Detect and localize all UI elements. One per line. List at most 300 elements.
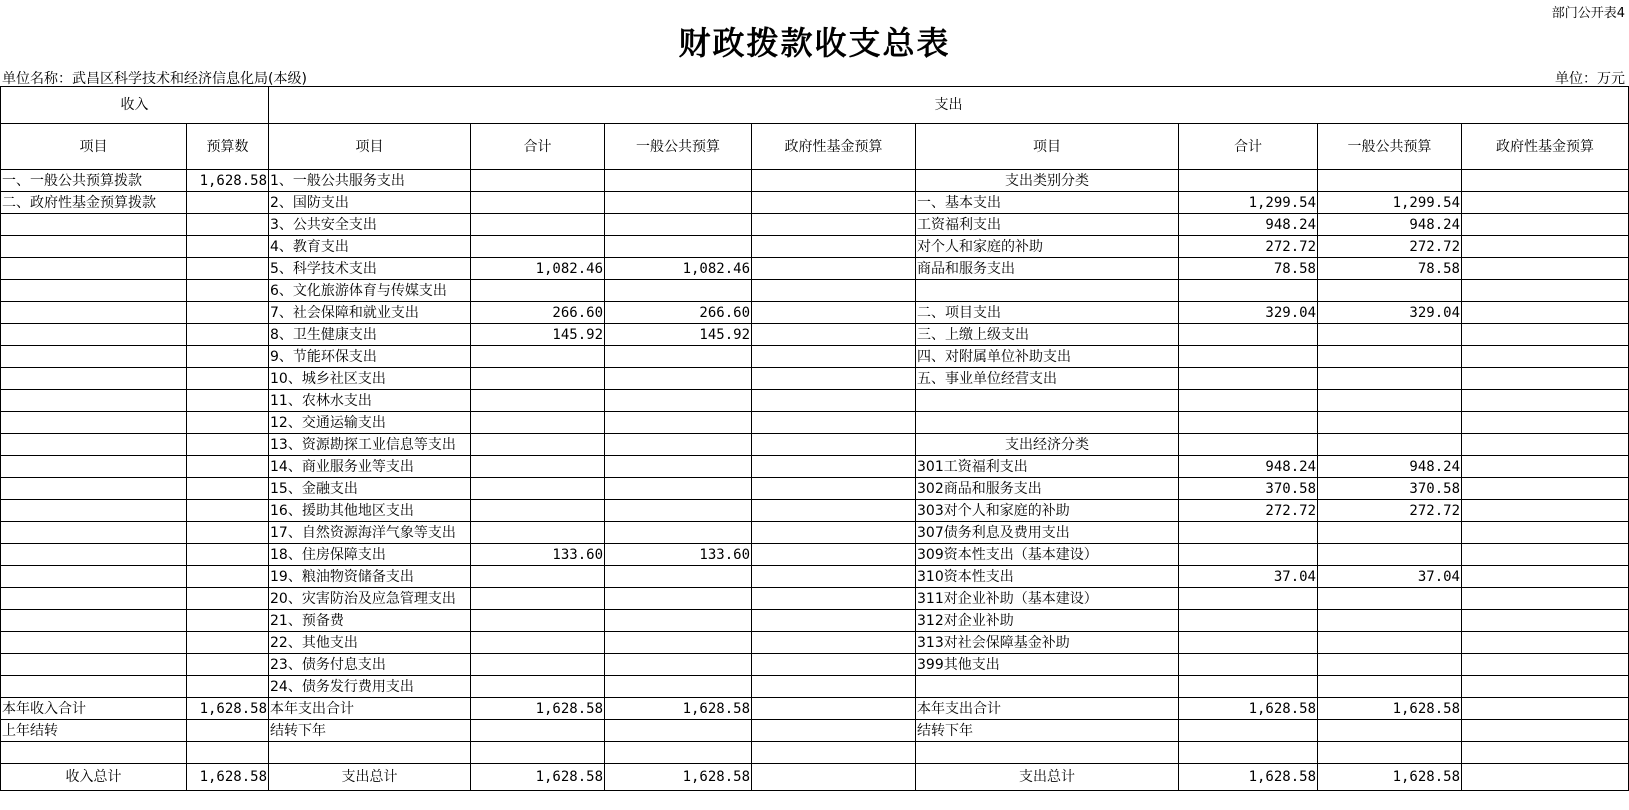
cat-fund (1462, 324, 1629, 346)
func-total (471, 170, 605, 192)
table-row (1, 390, 1629, 412)
func-total (471, 192, 605, 214)
func-general (605, 434, 752, 456)
cat-total (1179, 346, 1318, 368)
income-value (187, 302, 269, 324)
func-fund (752, 368, 916, 390)
cat-total (1179, 720, 1318, 742)
func-total (471, 566, 605, 588)
func-total (471, 632, 605, 654)
cat-total (1179, 544, 1318, 566)
func-item: 21、预备费 (269, 610, 471, 632)
table-row (1, 170, 1629, 192)
table-row (1, 654, 1629, 676)
cat-general (1318, 676, 1462, 698)
cat-total: 948.24 (1179, 456, 1318, 478)
blank-cell (1179, 742, 1318, 764)
func-item: 4、教育支出 (269, 236, 471, 258)
func-item: 11、农林水支出 (269, 390, 471, 412)
cat-total: 1,299.54 (1179, 192, 1318, 214)
func-total (471, 346, 605, 368)
income-value (187, 588, 269, 610)
func-fund (752, 544, 916, 566)
func-general (605, 610, 752, 632)
func-total (471, 610, 605, 632)
func-item: 15、金融支出 (269, 478, 471, 500)
func-total (471, 390, 605, 412)
func-fund (752, 236, 916, 258)
income-item (1, 610, 187, 632)
income-item: 收入总计 (1, 764, 187, 791)
func-fund (752, 324, 916, 346)
blank-row (1, 742, 1629, 764)
table-row (1, 478, 1629, 500)
income-value (187, 324, 269, 346)
func-total: 1,628.58 (471, 764, 605, 791)
cat-item: 支出经济分类 (916, 434, 1179, 456)
func-general (605, 632, 752, 654)
func-general (605, 236, 752, 258)
func-item: 14、商业服务业等支出 (269, 456, 471, 478)
func-fund (752, 434, 916, 456)
func-general (605, 500, 752, 522)
table-row (1, 610, 1629, 632)
income-item: 一、一般公共预算拨款 (1, 170, 187, 192)
income-value (187, 610, 269, 632)
cat-general: 1,628.58 (1318, 764, 1462, 791)
cat-item: 工资福利支出 (916, 214, 1179, 236)
table-row (1, 632, 1629, 654)
cat-item: 支出总计 (916, 764, 1179, 791)
cat-fund (1462, 764, 1629, 791)
income-item: 本年收入合计 (1, 698, 187, 720)
cat-item (916, 280, 1179, 302)
cat-total: 1,628.58 (1179, 698, 1318, 720)
income-item (1, 368, 187, 390)
income-value: 1,628.58 (187, 698, 269, 720)
income-item: 二、政府性基金预算拨款 (1, 192, 187, 214)
table-row (1, 302, 1629, 324)
func-total (471, 214, 605, 236)
income-item (1, 500, 187, 522)
func-item: 22、其他支出 (269, 632, 471, 654)
func-item: 支出总计 (269, 764, 471, 791)
income-item (1, 302, 187, 324)
grand-total-row (1, 764, 1629, 791)
cat-general (1318, 390, 1462, 412)
blank-cell (187, 742, 269, 764)
func-item: 6、文化旅游体育与传媒支出 (269, 280, 471, 302)
cat-fund (1462, 500, 1629, 522)
blank-cell (1318, 742, 1462, 764)
func-general (605, 456, 752, 478)
cat-fund (1462, 236, 1629, 258)
income-item (1, 544, 187, 566)
cat-item: 399其他支出 (916, 654, 1179, 676)
func-total (471, 588, 605, 610)
cat-fund (1462, 720, 1629, 742)
blank-cell (916, 742, 1179, 764)
income-value (187, 566, 269, 588)
cat-general: 329.04 (1318, 302, 1462, 324)
func-fund (752, 412, 916, 434)
func-general (605, 280, 752, 302)
func-fund (752, 566, 916, 588)
unit-label: 单位：万元 (1555, 71, 1625, 87)
func-general (605, 566, 752, 588)
cat-fund (1462, 214, 1629, 236)
income-item: 上年结转 (1, 720, 187, 742)
cat-item: 302商品和服务支出 (916, 478, 1179, 500)
cat-general: 272.72 (1318, 500, 1462, 522)
income-value: 1,628.58 (187, 170, 269, 192)
func-general (605, 346, 752, 368)
func-general (605, 676, 752, 698)
table-row (1, 434, 1629, 456)
cat-fund (1462, 544, 1629, 566)
cat-fund (1462, 170, 1629, 192)
func-general: 1,628.58 (605, 764, 752, 791)
income-item (1, 236, 187, 258)
table-row (1, 280, 1629, 302)
func-total: 1,628.58 (471, 698, 605, 720)
cat-item (916, 412, 1179, 434)
income-value (187, 500, 269, 522)
cat-general (1318, 522, 1462, 544)
func-fund (752, 764, 916, 791)
col-header-income-item: 项目 (1, 124, 187, 170)
income-item (1, 654, 187, 676)
func-total (471, 434, 605, 456)
func-general (605, 720, 752, 742)
func-fund (752, 346, 916, 368)
table-row (1, 236, 1629, 258)
func-item: 本年支出合计 (269, 698, 471, 720)
cat-item (916, 390, 1179, 412)
func-total: 145.92 (471, 324, 605, 346)
cat-item: 303对个人和家庭的补助 (916, 500, 1179, 522)
func-fund (752, 522, 916, 544)
blank-cell (1462, 742, 1629, 764)
income-item (1, 566, 187, 588)
income-item (1, 214, 187, 236)
cat-item: 四、对附属单位补助支出 (916, 346, 1179, 368)
cat-total (1179, 632, 1318, 654)
func-fund (752, 654, 916, 676)
cat-item (916, 676, 1179, 698)
cat-total: 37.04 (1179, 566, 1318, 588)
cat-item: 二、项目支出 (916, 302, 1179, 324)
income-value (187, 522, 269, 544)
cat-general (1318, 412, 1462, 434)
table-row (1, 588, 1629, 610)
func-fund (752, 280, 916, 302)
cat-general (1318, 654, 1462, 676)
form-number: 部门公开表4 (1551, 6, 1625, 21)
income-value (187, 654, 269, 676)
func-item: 23、债务付息支出 (269, 654, 471, 676)
cat-general: 78.58 (1318, 258, 1462, 280)
func-total (471, 676, 605, 698)
func-fund (752, 170, 916, 192)
blank-cell (752, 742, 916, 764)
income-item (1, 522, 187, 544)
col-header-cat-general: 一般公共预算 (1318, 124, 1462, 170)
cat-fund (1462, 368, 1629, 390)
cat-item: 307债务利息及费用支出 (916, 522, 1179, 544)
income-value (187, 544, 269, 566)
func-general (605, 412, 752, 434)
cat-general: 948.24 (1318, 456, 1462, 478)
func-total (471, 412, 605, 434)
income-value (187, 368, 269, 390)
income-value (187, 236, 269, 258)
column-header-row (1, 124, 1629, 170)
cat-general (1318, 324, 1462, 346)
income-item (1, 676, 187, 698)
cat-total: 329.04 (1179, 302, 1318, 324)
cat-fund (1462, 478, 1629, 500)
cat-item: 311对企业补助（基本建设） (916, 588, 1179, 610)
func-fund (752, 676, 916, 698)
func-item: 24、债务发行费用支出 (269, 676, 471, 698)
func-fund (752, 302, 916, 324)
page-title: 财政拨款收支总表 (678, 24, 951, 62)
expense-group-header: 支出 (269, 87, 1629, 124)
func-general (605, 390, 752, 412)
cat-total: 370.58 (1179, 478, 1318, 500)
cat-fund (1462, 192, 1629, 214)
cat-item: 310资本性支出 (916, 566, 1179, 588)
table-row (1, 368, 1629, 390)
func-item: 3、公共安全支出 (269, 214, 471, 236)
table-row (1, 412, 1629, 434)
income-value: 1,628.58 (187, 764, 269, 791)
cat-general: 37.04 (1318, 566, 1462, 588)
col-header-cat-total: 合计 (1179, 124, 1318, 170)
cat-item: 312对企业补助 (916, 610, 1179, 632)
table-row (1, 500, 1629, 522)
budget-table (0, 86, 1629, 791)
income-value (187, 412, 269, 434)
cat-item: 本年支出合计 (916, 698, 1179, 720)
col-header-func-fund: 政府性基金预算 (752, 124, 916, 170)
cat-fund (1462, 302, 1629, 324)
cat-general (1318, 170, 1462, 192)
income-item (1, 588, 187, 610)
func-fund (752, 500, 916, 522)
cat-fund (1462, 346, 1629, 368)
income-value (187, 214, 269, 236)
func-fund (752, 610, 916, 632)
func-item: 20、灾害防治及应急管理支出 (269, 588, 471, 610)
cat-item: 一、基本支出 (916, 192, 1179, 214)
income-item (1, 434, 187, 456)
col-header-cat-item: 项目 (916, 124, 1179, 170)
cat-general (1318, 588, 1462, 610)
func-item: 10、城乡社区支出 (269, 368, 471, 390)
cat-general (1318, 434, 1462, 456)
func-general: 133.60 (605, 544, 752, 566)
blank-cell (605, 742, 752, 764)
year-total-row (1, 698, 1629, 720)
cat-fund (1462, 258, 1629, 280)
col-header-func-total: 合计 (471, 124, 605, 170)
func-general (605, 192, 752, 214)
cat-fund (1462, 280, 1629, 302)
func-total: 266.60 (471, 302, 605, 324)
func-item: 1、一般公共服务支出 (269, 170, 471, 192)
cat-total: 272.72 (1179, 500, 1318, 522)
func-general (605, 368, 752, 390)
group-header-row (1, 87, 1629, 124)
cat-item: 支出类别分类 (916, 170, 1179, 192)
func-total (471, 500, 605, 522)
cat-total: 272.72 (1179, 236, 1318, 258)
cat-fund (1462, 698, 1629, 720)
func-general (605, 170, 752, 192)
cat-total (1179, 610, 1318, 632)
table-row (1, 456, 1629, 478)
carry-row (1, 720, 1629, 742)
unit-name-label: 单位名称：武昌区科学技术和经济信息化局(本级) (2, 71, 307, 87)
func-total (471, 522, 605, 544)
cat-general (1318, 632, 1462, 654)
cat-total (1179, 434, 1318, 456)
func-total (471, 280, 605, 302)
blank-cell (269, 742, 471, 764)
table-row (1, 566, 1629, 588)
income-item (1, 632, 187, 654)
cat-total (1179, 280, 1318, 302)
func-total (471, 456, 605, 478)
func-item: 13、资源勘探工业信息等支出 (269, 434, 471, 456)
income-item (1, 280, 187, 302)
func-total (471, 654, 605, 676)
table-row (1, 544, 1629, 566)
income-value (187, 478, 269, 500)
cat-total: 78.58 (1179, 258, 1318, 280)
cat-fund (1462, 566, 1629, 588)
func-general: 1,082.46 (605, 258, 752, 280)
func-item: 16、援助其他地区支出 (269, 500, 471, 522)
cat-general (1318, 368, 1462, 390)
func-item: 8、卫生健康支出 (269, 324, 471, 346)
func-item: 19、粮油物资储备支出 (269, 566, 471, 588)
cat-item: 结转下年 (916, 720, 1179, 742)
func-general (605, 654, 752, 676)
func-total (471, 478, 605, 500)
cat-total (1179, 412, 1318, 434)
func-total: 1,082.46 (471, 258, 605, 280)
cat-item: 五、事业单位经营支出 (916, 368, 1179, 390)
func-fund (752, 192, 916, 214)
cat-fund (1462, 456, 1629, 478)
cat-fund (1462, 390, 1629, 412)
cat-general: 1,628.58 (1318, 698, 1462, 720)
cat-fund (1462, 610, 1629, 632)
cat-general: 272.72 (1318, 236, 1462, 258)
table-row (1, 522, 1629, 544)
col-header-cat-fund: 政府性基金预算 (1462, 124, 1629, 170)
cat-total: 1,628.58 (1179, 764, 1318, 791)
income-item (1, 390, 187, 412)
cat-fund (1462, 632, 1629, 654)
income-item (1, 324, 187, 346)
table-row (1, 214, 1629, 236)
income-value (187, 720, 269, 742)
blank-cell (1, 742, 187, 764)
cat-item: 三、上缴上级支出 (916, 324, 1179, 346)
func-item: 7、社会保障和就业支出 (269, 302, 471, 324)
cat-fund (1462, 434, 1629, 456)
func-general (605, 588, 752, 610)
income-item (1, 412, 187, 434)
cat-general (1318, 346, 1462, 368)
income-item (1, 478, 187, 500)
table-row (1, 258, 1629, 280)
income-group-header: 收入 (1, 87, 269, 124)
cat-general: 948.24 (1318, 214, 1462, 236)
cat-item: 商品和服务支出 (916, 258, 1179, 280)
col-header-func-item: 项目 (269, 124, 471, 170)
func-fund (752, 720, 916, 742)
income-value (187, 346, 269, 368)
income-value (187, 390, 269, 412)
income-value (187, 676, 269, 698)
cat-total (1179, 170, 1318, 192)
func-general: 145.92 (605, 324, 752, 346)
income-value (187, 632, 269, 654)
cat-general (1318, 280, 1462, 302)
func-fund (752, 456, 916, 478)
table-row (1, 192, 1629, 214)
cat-total (1179, 368, 1318, 390)
func-fund (752, 214, 916, 236)
income-value (187, 434, 269, 456)
func-fund (752, 478, 916, 500)
income-value (187, 280, 269, 302)
func-total: 133.60 (471, 544, 605, 566)
func-general: 1,628.58 (605, 698, 752, 720)
income-item (1, 258, 187, 280)
income-item (1, 456, 187, 478)
cat-general (1318, 544, 1462, 566)
func-item: 18、住房保障支出 (269, 544, 471, 566)
cat-total (1179, 588, 1318, 610)
cat-fund (1462, 676, 1629, 698)
blank-cell (471, 742, 605, 764)
func-total (471, 368, 605, 390)
cat-total (1179, 676, 1318, 698)
cat-fund (1462, 522, 1629, 544)
func-item: 2、国防支出 (269, 192, 471, 214)
cat-total (1179, 390, 1318, 412)
func-fund (752, 588, 916, 610)
func-general (605, 478, 752, 500)
income-item (1, 346, 187, 368)
func-item: 12、交通运输支出 (269, 412, 471, 434)
func-item: 17、自然资源海洋气象等支出 (269, 522, 471, 544)
func-total (471, 236, 605, 258)
func-item: 9、节能环保支出 (269, 346, 471, 368)
table-row (1, 346, 1629, 368)
func-fund (752, 258, 916, 280)
col-header-func-general: 一般公共预算 (605, 124, 752, 170)
func-item: 5、科学技术支出 (269, 258, 471, 280)
func-total (471, 720, 605, 742)
func-fund (752, 698, 916, 720)
